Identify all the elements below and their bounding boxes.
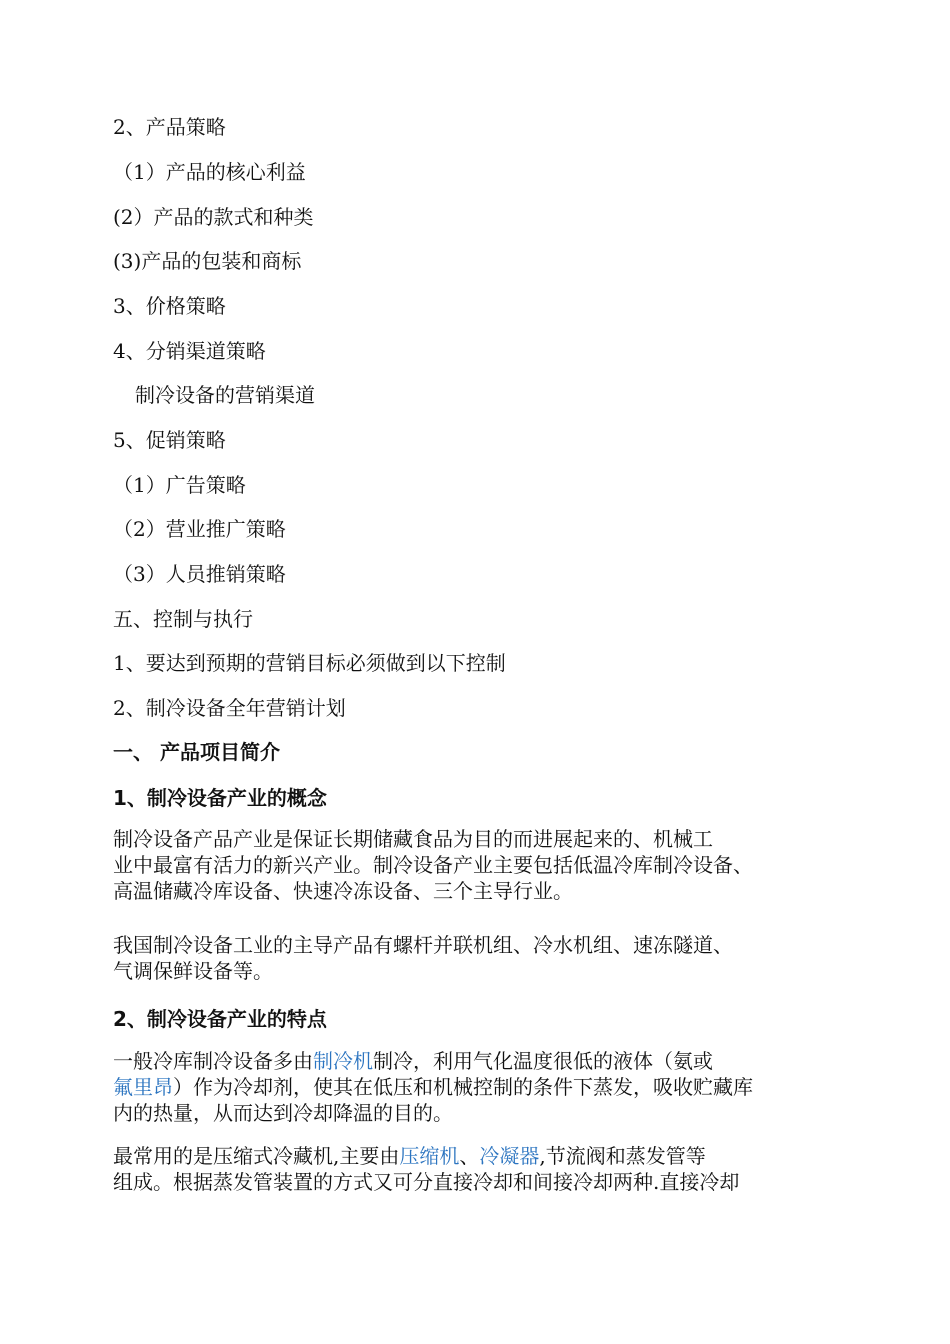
- outline-item: 3、价格策略: [113, 294, 226, 318]
- subsection-heading: 1、制冷设备产业的概念: [113, 786, 327, 810]
- outline-item: 五、控制与执行: [113, 607, 253, 631]
- subsection-heading: 2、制冷设备产业的特点: [113, 1007, 327, 1031]
- link-compressor[interactable]: 压缩机: [399, 1144, 460, 1168]
- outline-item: （3）人员推销策略: [113, 562, 286, 586]
- paragraph-line: [113, 1048, 853, 1074]
- paragraph-line: 高温储藏冷库设备、快速冷冻设备、三个主导行业。: [113, 879, 573, 903]
- outline-item: 制冷设备的营销渠道: [135, 383, 315, 407]
- outline-item: 1、要达到预期的营销目标必须做到以下控制: [113, 651, 506, 675]
- paragraph: [113, 932, 853, 984]
- paragraph-line: [113, 1074, 853, 1100]
- paragraph: [113, 826, 853, 904]
- paragraph-line: 业中最富有活力的新兴产业。制冷设备产业主要包括低温冷库制冷设备、: [113, 853, 753, 877]
- paragraph-line: 制冷设备产品产业是保证长期储藏食品为目的而进展起来的、机械工: [113, 827, 713, 851]
- outline-item: （1）广告策略: [113, 473, 246, 497]
- paragraph-line: 内的热量，从而达到冷却降温的目的。: [113, 1101, 453, 1125]
- outline-item: 2、制冷设备全年营销计划: [113, 696, 346, 720]
- text-run: 、: [459, 1144, 480, 1168]
- text-run: 一般冷库制冷设备多由: [113, 1049, 313, 1073]
- outline-item: （2）营业推广策略: [113, 517, 286, 541]
- outline-item: （1）产品的核心利益: [113, 160, 306, 184]
- outline-item: (2）产品的款式和种类: [113, 205, 314, 229]
- outline-item: 4、分销渠道策略: [113, 339, 266, 363]
- link-freon[interactable]: 氟里昂: [113, 1075, 173, 1099]
- paragraph-line: [113, 1143, 853, 1169]
- paragraph: [113, 1048, 853, 1126]
- outline-item: 2、产品策略: [113, 115, 226, 139]
- outline-item: 5、促销策略: [113, 428, 226, 452]
- paragraph-line: 组成。根据蒸发管装置的方式又可分直接冷却和间接冷却两种.直接冷却: [113, 1170, 740, 1194]
- paragraph: [113, 1143, 853, 1195]
- text-run: 制冷，利用气化温度很低的液体（氨或: [373, 1049, 713, 1073]
- text-run: 最常用的是压缩式冷藏机,主要由: [113, 1144, 400, 1168]
- link-refrigerator[interactable]: 制冷机: [313, 1049, 373, 1073]
- paragraph-line: 气调保鲜设备等。: [113, 959, 273, 983]
- section-heading: 一、 产品项目简介: [113, 740, 280, 764]
- outline-item: (3)产品的包装和商标: [113, 249, 302, 273]
- link-condenser[interactable]: 冷凝器: [479, 1144, 540, 1168]
- paragraph-line: 我国制冷设备工业的主导产品有螺杆并联机组、冷水机组、速冻隧道、: [113, 933, 733, 957]
- text-run: ,节流阀和蒸发管等: [539, 1144, 706, 1168]
- text-run: ）作为冷却剂，使其在低压和机械控制的条件下蒸发，吸收贮藏库: [173, 1075, 753, 1099]
